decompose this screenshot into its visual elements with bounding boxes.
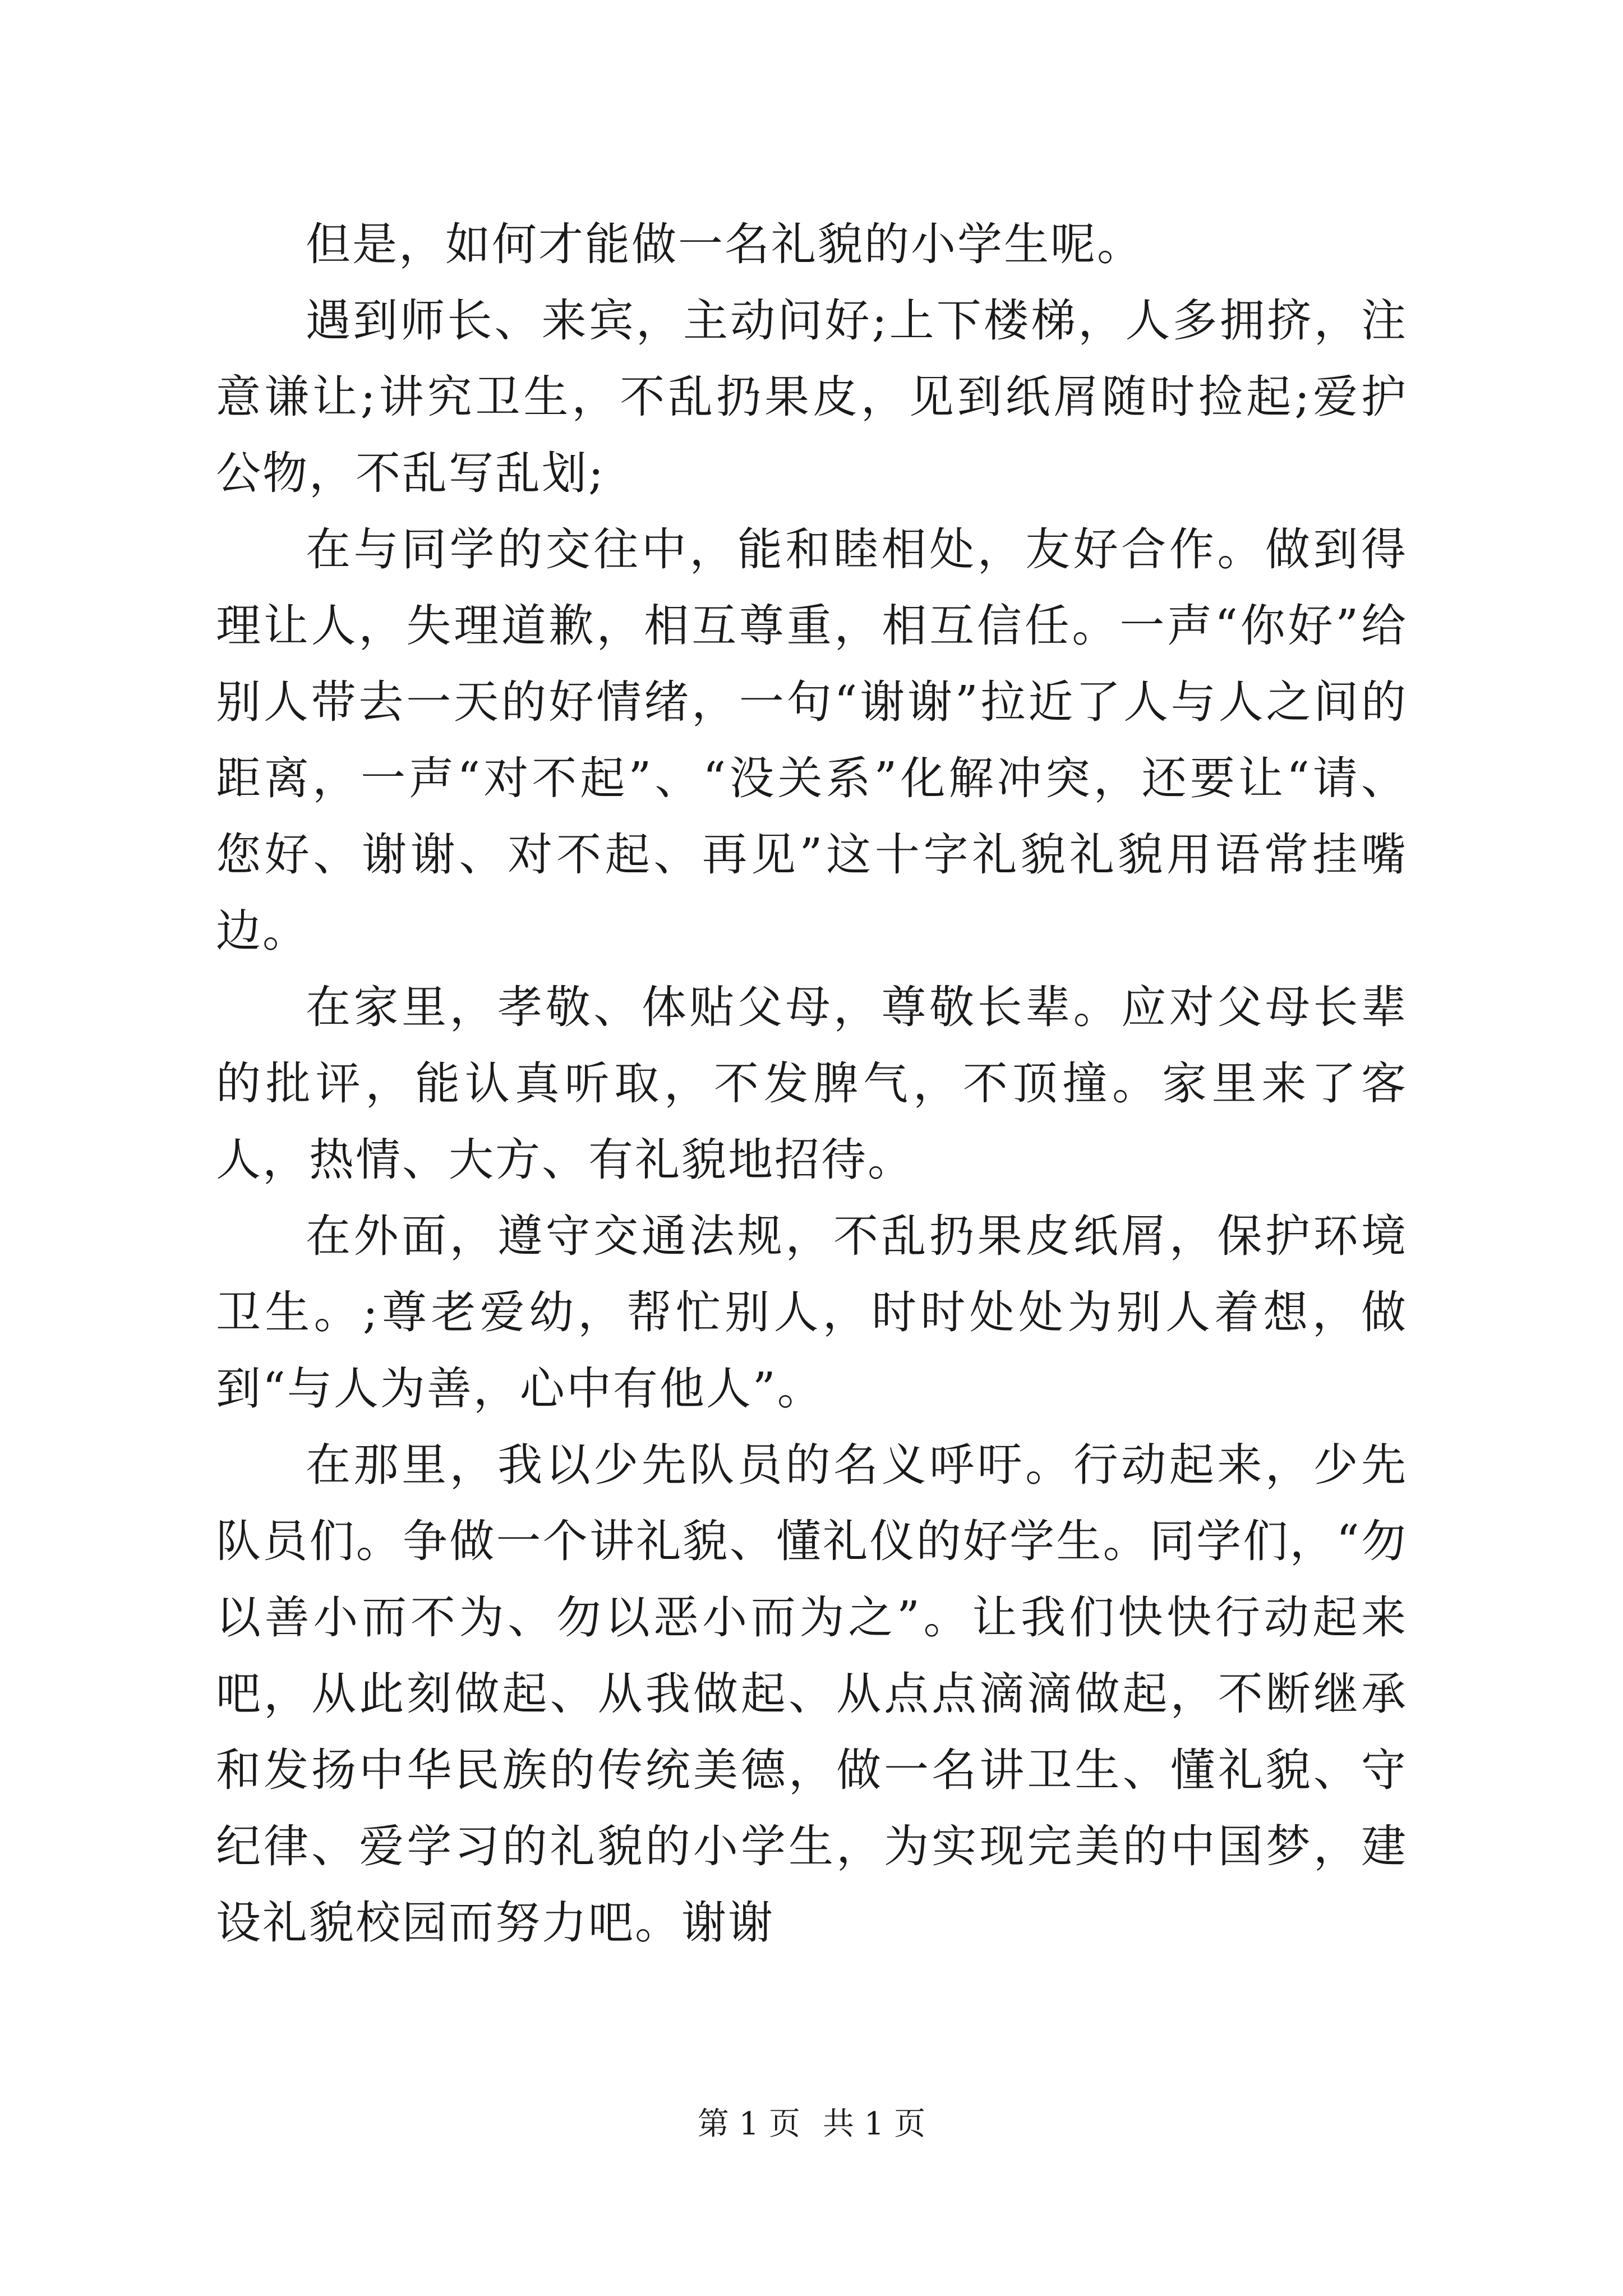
page-number: 第 1 页 [697, 2106, 800, 2142]
document-body [216, 206, 1408, 1961]
paragraph-2: 遇到师长、来宾，主动问好;上下楼梯，人多拥挤，注意谦让;讲究卫生，不乱扔果皮，见到纸屑随时捡起;爱护公物，不乱写乱划; [216, 295, 1408, 499]
page-footer [0, 2105, 1623, 2144]
paragraph-4: 在家里，孝敬、体贴父母，尊敬长辈。应对父母长辈的批评，能认真听取，不发脾气，不顶撞。家里来了客人，热情、大方、有礼貌地招待。 [216, 981, 1408, 1186]
page-total: 共 1 页 [823, 2106, 926, 2142]
paragraph-6: 在那里，我以少先队员的名义呼吁。行动起来，少先队员们。争做一个讲礼貌、懂礼仪的好学生。同学们，“勿以善小而不为、勿以恶小而为之”。让我们快快行动起来吧，从此刻做起、从我做起、从点点滴滴做起，不断继承和发扬中华民族的传统美德，做一名讲卫生、懂礼貌、守纪律、爱学习的礼貌的小学生，为实现完美的中国梦，建设礼貌校园而努力吧。谢谢 [216, 1439, 1408, 1949]
paragraph-5: 在外面，遵守交通法规，不乱扔果皮纸屑，保护环境卫生。;尊老爱幼，帮忙别人，时时处处为别人着想，做到“与人为善，心中有他人”。 [216, 1210, 1408, 1415]
paragraph-3: 在与同学的交往中，能和睦相处，友好合作。做到得理让人，失理道歉，相互尊重，相互信任。一声“你好”给别人带去一天的好情绪，一句“谢谢”拉近了人与人之间的距离，一声“对不起”、“没关系”化解冲突，还要让“请、您好、谢谢、对不起、再见”这十字礼貌礼貌用语常挂嘴边。 [216, 523, 1408, 957]
paragraph-1: 但是，如何才能做一名礼貌的小学生呢。 [306, 218, 1144, 270]
